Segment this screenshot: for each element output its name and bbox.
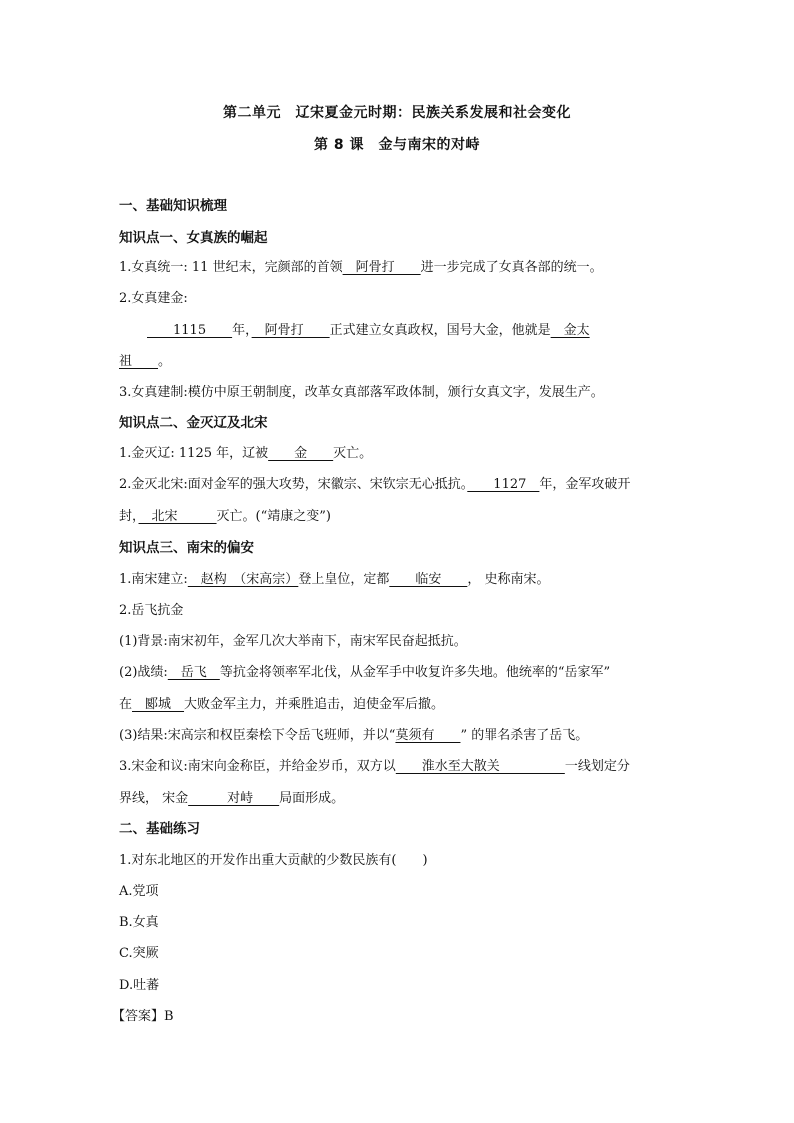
answer-blank: 金太: [550, 323, 590, 338]
kp2-heading: 知识点二、金灭辽及北宋: [119, 415, 268, 431]
kp2-item1: 1.金灭辽: 1125 年，辽被 金 灭亡。: [119, 446, 373, 461]
kp1-item2-cont: 祖 。: [119, 354, 172, 369]
answer-value: B: [164, 1009, 174, 1024]
answer-blank: 北宋: [138, 509, 217, 524]
question-stem: 1.对东北地区的开发作出重大贡献的少数民族有( ): [119, 853, 428, 868]
answer-blank: 对峙: [188, 791, 280, 806]
kp1-item3: 3.女真建制:模仿中原王朝制度，改革女真部落军政体制，颁行女真文字，发展生产。: [119, 385, 604, 400]
kp3-item3-cont: 界线， 宋金 对峙 局面形成。: [119, 791, 345, 806]
answer-blank: 阿骨打: [342, 260, 421, 275]
kp1-heading: 知识点一、女真族的崛起: [119, 230, 268, 246]
kp3-item2-achievement: (2)战绩: 岳飞 等抗金将领率军北伐，从金军手中收复许多失地。他统率的“岳家军”: [119, 665, 611, 680]
kp3-item2-label: 2.岳飞抗金: [119, 603, 184, 618]
section-heading-1: 一、基础知识梳理: [119, 198, 227, 214]
answer-blank: 赵构 （宋高宗）: [187, 572, 299, 587]
answer-blank: 莫须有: [395, 728, 461, 743]
kp3-item2-result: (3)结果:宋高宗和权臣秦桧下令岳飞班师，并以“莫须有 ” 的罪名杀害了岳飞。: [119, 728, 589, 743]
answer-blank: 阿骨打: [251, 323, 330, 338]
kp3-item3: 3.宋金和议:南宋向金称臣，并给金岁币，双方以 淮水至大散关 一线划定分: [119, 759, 630, 774]
kp2-item2: 2.金灭北宋:面对金军的强大攻势，宋徽宗、宋钦宗无心抵抗。 1127 年，金军攻破开: [119, 477, 631, 492]
answer-blank: 祖: [119, 354, 159, 369]
kp1-item1: 1.女真统一: 11 世纪末，完颜部的首领 阿骨打 进一步完成了女真各部的统一。: [119, 260, 603, 275]
kp1-item2-line: 1115 年， 阿骨打 正式建立女真政权，国号大金，他就是 金太: [147, 323, 590, 338]
section-heading-2: 二、基础练习: [119, 821, 200, 837]
kp1-item2-label: 2.女真建金:: [119, 291, 188, 306]
kp3-item2-achievement-cont: 在 郾城 大败金军主力，并乘胜追击，迫使金军后撤。: [119, 697, 445, 712]
answer-blank: 临安: [389, 572, 468, 587]
answer-blank: 金: [268, 446, 334, 461]
answer-blank: 淮水至大散关: [395, 759, 565, 774]
kp3-item1: 1.南宋建立: 赵构 （宋高宗）登上皇位，定都 临安 ， 史称南宋。: [119, 572, 550, 587]
lesson-title: 第 8 课 金与南宋的对峙: [314, 137, 480, 153]
answer-blank: 1115: [147, 323, 233, 338]
answer-label: 【答案】: [112, 1009, 165, 1024]
answer-blank: 1127: [467, 477, 540, 492]
option-b: B.女真: [119, 915, 159, 930]
answer-blank: 岳飞: [167, 665, 220, 680]
answer-blank: 郾城: [132, 697, 185, 712]
kp3-item2-background: (1)背景:南宋初年，金军几次大举南下，南宋军民奋起抵抗。: [119, 634, 467, 649]
option-c: C.突厥: [119, 946, 159, 961]
kp3-heading: 知识点三、南宋的偏安: [119, 540, 254, 556]
answer-line: [112, 1007, 672, 1027]
option-d: D.吐蕃: [119, 978, 160, 993]
unit-title: 第二单元 辽宋夏金元时期：民族关系发展和社会变化: [223, 105, 571, 121]
kp2-item2-cont: 封， 北宋 灭亡。(“靖康之变”): [119, 509, 331, 524]
option-a: A.党项: [119, 884, 159, 899]
